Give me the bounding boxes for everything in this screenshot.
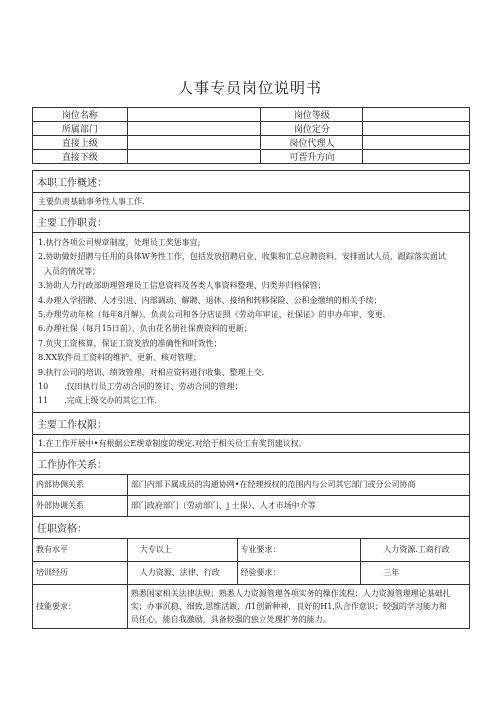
skills-line: 实；办事沉稳、细致,思维活跋，/I1创新种神，良好的H1,队合作意识；较强的学习能力和: [130, 601, 447, 611]
direct-subordinate-label: 直接下级: [33, 150, 128, 164]
list-item: 3.协助人力行政部助理管理员工信息资料及各类人事资料整理、归类并归档保管；: [38, 281, 326, 291]
major-label: 专业要求：: [237, 538, 361, 561]
position-name-label: 岗位名称: [33, 108, 128, 122]
internal-relations-value: 部门内部下属成员的沟通协网•在经理授权的范围内与公司其它部门或分公司协商: [127, 474, 469, 495]
authority-heading: 主要工作权限：: [33, 412, 470, 434]
skills-value: [127, 584, 469, 628]
list-item: 9.执行公司的培训、绩效管理，对相应资料进行收集、整理上交.: [38, 367, 265, 377]
list-item: 入员的情况等；: [44, 266, 100, 276]
training-label: 培训经历: [33, 561, 128, 584]
position-deputy-label: 岗位代理人: [261, 136, 363, 150]
list-item: 8.XX软件员工资料的维护、更新、核对管理；: [38, 353, 202, 363]
table-row: [33, 122, 470, 136]
relations-heading: 工作协作关系：: [33, 452, 470, 474]
external-relations-label: 外部协调关系: [33, 495, 128, 516]
qualifications-heading: 任职资格：: [33, 516, 470, 538]
item-text: .完成上级交办的其它工作.: [64, 396, 158, 406]
position-score-value: [363, 122, 470, 136]
table-row: [33, 495, 470, 516]
skills-line: 员任心，能自我激励，具备较强的独立处理扩务的能力。: [130, 614, 331, 624]
table-row: [33, 150, 470, 164]
position-level-value: [363, 108, 470, 122]
direct-subordinate-value: [127, 150, 261, 164]
skills-label: 技能要求：: [33, 584, 128, 628]
promotion-path-value: [363, 150, 470, 164]
table-row: [33, 108, 470, 122]
list-item: [38, 380, 464, 394]
list-item: 6.办理社保（每月15日前），负由花名册社保费资料的更新；: [38, 324, 252, 334]
list-item: [38, 394, 464, 408]
table-row: [33, 474, 470, 495]
list-item: 1.执行各项公司规章制度，处理员工奖惩事宜;: [38, 238, 201, 247]
overview-heading: 本职工作概述：: [33, 171, 470, 193]
position-level-label: 岗位等级: [261, 108, 363, 122]
job-description-table: [32, 170, 470, 629]
list-item: 5,办理劳动年检（每年8月解），负责公司和各分店证照《劳动年审证、社保证》的申办年审、变更.: [38, 310, 386, 320]
position-score-label: 岗位定分: [261, 122, 363, 136]
list-item: 4.办理入学招聘、人才引进、内部调动、解聘、退休、接纳和转移保险、公积金缴纳的相关手续；: [38, 295, 382, 305]
promotion-path-label: 可晋升方向: [261, 150, 363, 164]
direct-superior-value: [127, 136, 261, 150]
department-value: [127, 122, 261, 136]
item-number: 10: [38, 382, 49, 392]
position-deputy-value: [363, 136, 470, 150]
table-row: [33, 538, 470, 561]
experience-value: 三年: [361, 561, 470, 584]
duties-heading: 主要工作职责：: [33, 211, 470, 233]
training-value: 人力资源、法律、行政: [127, 561, 237, 584]
direct-superior-label: 直接上级: [33, 136, 128, 150]
overview-text: 主要负责基础事务性人事工作.: [33, 193, 470, 211]
item-text: .仅田执行员工劳动合同的签订、劳动合同的管理；: [64, 382, 243, 392]
education-value: 大专以上: [127, 538, 237, 561]
duties-list: [33, 233, 470, 413]
major-value: 人力资源.工商行政: [361, 538, 470, 561]
item-number: 11: [38, 396, 49, 406]
authority-text: 1.在工作开展中•有根据公E规章制度的规定.对给于相关员工有奖罚建议权.: [33, 434, 470, 452]
internal-relations-label: 内部协倜关系: [33, 474, 128, 495]
skills-line: 熟悉国家相关法律法规；熟悉人力资源管理各项实务的操作流程；人力资源管理理论基础扎: [130, 588, 451, 598]
position-info-table: [32, 107, 470, 164]
table-row: [33, 584, 470, 628]
list-item: 2.协助做好招聘与任用的具体W务性工作，包括发放招聘启业、收集和汇总应聘资料、安排面试人员、跟踪落实面试: [38, 252, 446, 262]
external-relations-value: 部门政府部门（劳动部门、j 士保）、人才市场中介等: [127, 495, 469, 516]
list-item: 7.负灾工资核算，保证工资发放的准确性和时效性；: [38, 338, 222, 348]
table-row: [33, 561, 470, 584]
document-title: 人事专员岗位说明书: [177, 79, 322, 97]
position-name-value: [127, 108, 261, 122]
table-row: [33, 136, 470, 150]
department-label: 所属部门: [33, 122, 128, 136]
experience-label: 经验要求：: [237, 561, 361, 584]
education-label: 教有水平: [33, 538, 128, 561]
